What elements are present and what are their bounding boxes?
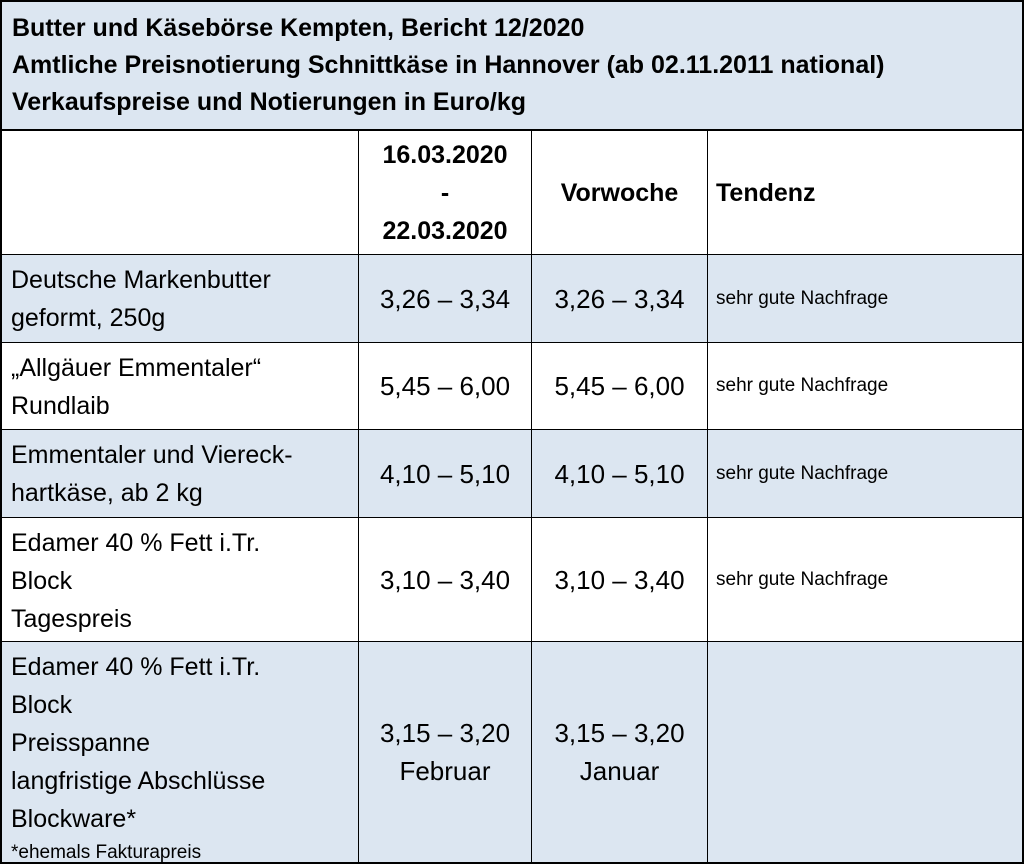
trend: sehr gute Nachfrage bbox=[708, 518, 1022, 642]
header-empty-cell bbox=[2, 131, 359, 255]
previous-price: 5,45 – 6,00 bbox=[532, 343, 708, 430]
previous-price: 4,10 – 5,10 bbox=[532, 430, 708, 518]
footnote: *ehemals Fakturapreis bbox=[11, 842, 202, 863]
previous-price: 3,10 – 3,40 bbox=[532, 518, 708, 642]
column-header-trend: Tendenz bbox=[708, 131, 1022, 255]
column-header-period bbox=[359, 131, 532, 255]
current-price: 3,15 – 3,20 Februar bbox=[359, 642, 532, 862]
current-price: 5,45 – 6,00 bbox=[359, 343, 532, 430]
period-start: 16.03.2020 bbox=[382, 140, 508, 169]
report-header bbox=[2, 2, 1022, 131]
current-month: Februar bbox=[399, 756, 491, 786]
current-price: 3,10 – 3,40 bbox=[359, 518, 532, 642]
row-label: Edamer 40 % Fett i.Tr. Block Tagespreis bbox=[2, 518, 359, 642]
trend: sehr gute Nachfrage bbox=[708, 343, 1022, 430]
trend: sehr gute Nachfrage bbox=[708, 255, 1022, 343]
row-label: „Allgäuer Emmentaler“ Rundlaib bbox=[2, 343, 359, 430]
trend: sehr gute Nachfrage bbox=[708, 430, 1022, 518]
current-price: 4,10 – 5,10 bbox=[359, 430, 532, 518]
previous-month: Januar bbox=[579, 756, 660, 786]
current-price: 3,26 – 3,34 bbox=[359, 255, 532, 343]
previous-price: 3,26 – 3,34 bbox=[532, 255, 708, 343]
previous-price: 3,15 – 3,20 Januar bbox=[532, 642, 708, 862]
trend bbox=[708, 642, 1022, 862]
period-dash: - bbox=[440, 178, 450, 207]
report-title: Butter und Käsebörse Kempten, Bericht 12/2020 bbox=[12, 14, 585, 42]
report-subtitle: Amtliche Preisnotierung Schnittkäse in Hannover (ab 02.11.2011 national) bbox=[12, 51, 885, 79]
column-header-previous: Vorwoche bbox=[532, 131, 708, 255]
report-units: Verkaufspreise und Notierungen in Euro/kg bbox=[12, 88, 526, 116]
row-label: Edamer 40 % Fett i.Tr. Block Preisspanne langfristige Abschlüsse Blockware* *ehemals Fakturapreis bbox=[2, 642, 359, 862]
row-label: Emmentaler und Viereck- hartkäse, ab 2 kg bbox=[2, 430, 359, 518]
row-label: Deutsche Markenbutter geformt, 250g bbox=[2, 255, 359, 343]
period-end: 22.03.2020 bbox=[382, 216, 508, 245]
